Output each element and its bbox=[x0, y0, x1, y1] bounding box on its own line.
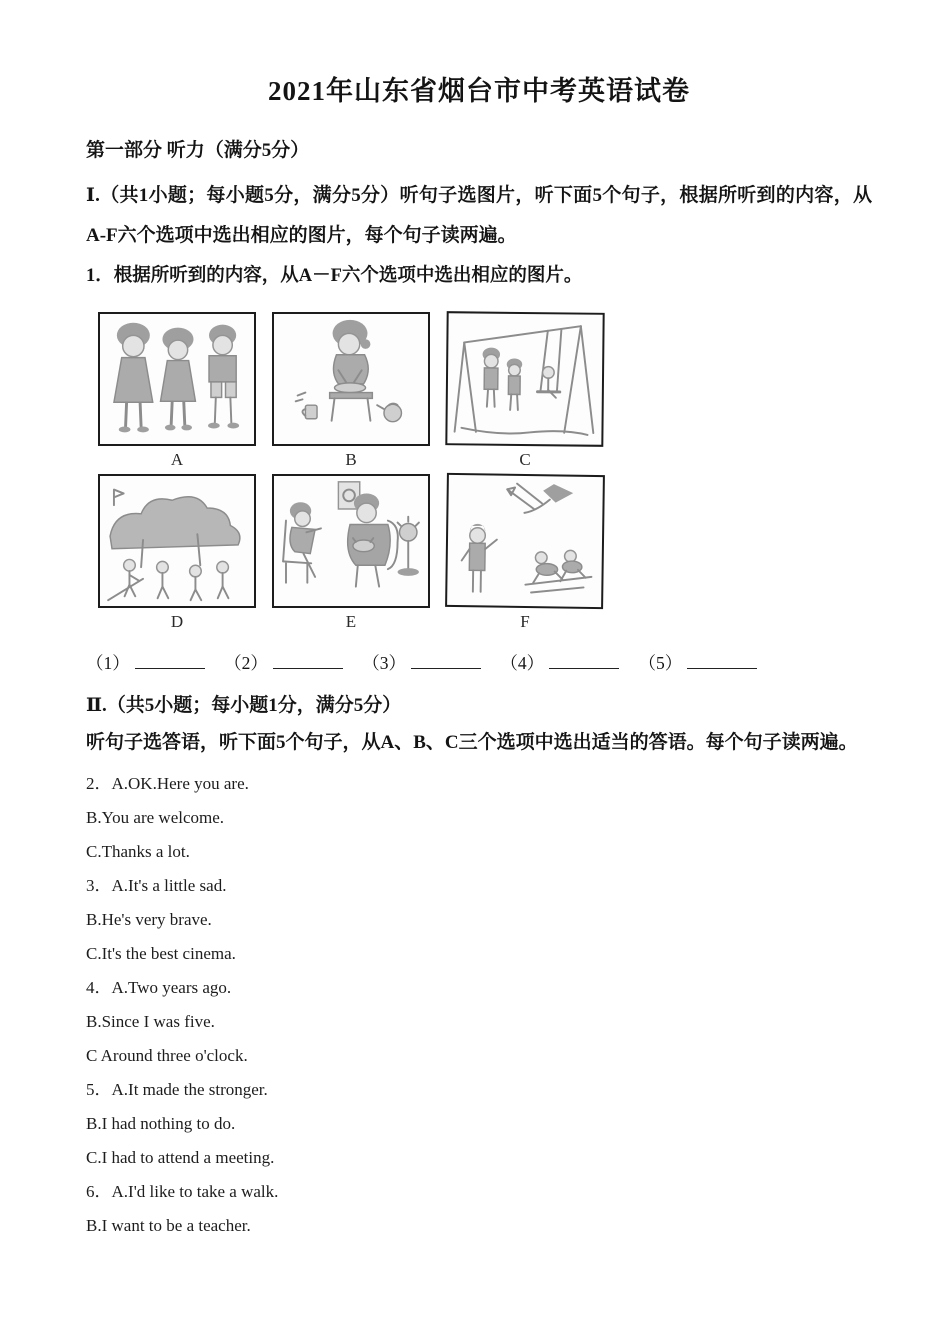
picture-f-image bbox=[445, 473, 605, 609]
option-line-q4-a: 4．A.Two years ago. bbox=[86, 978, 232, 997]
question1-text: 1．根据所听到的内容，从A－F六个选项中选出相应的图片。 bbox=[86, 266, 583, 286]
option-line-q2-c: C.Thanks a lot. bbox=[86, 842, 190, 861]
answer-blank-1 bbox=[86, 653, 205, 673]
answer-blanks-row bbox=[86, 650, 872, 676]
blank-label-5: （5） bbox=[638, 653, 683, 673]
answer-blank-5 bbox=[639, 653, 758, 673]
picture-label-d: D bbox=[170, 612, 184, 631]
answer-blank-2 bbox=[224, 653, 343, 673]
picture-label-b: B bbox=[345, 450, 357, 469]
picture-a-image bbox=[98, 312, 256, 446]
part2-heading: Ⅱ.（共5小题；每小题1分，满分5分） bbox=[86, 695, 402, 716]
blank-line-4 bbox=[549, 654, 619, 669]
picture-option-c bbox=[446, 312, 604, 470]
picture-c-image bbox=[445, 311, 604, 447]
option-line-q3-b: B.He's very brave. bbox=[86, 910, 212, 929]
part1-intro: Ⅰ.（共1小题；每小题5分，满分5分）听句子选图片，听下面5个句子，根据所听到的内容，从A-F六个选项中选出相应的图片，每个句子读两遍。 bbox=[86, 185, 872, 246]
picture-label-e: E bbox=[345, 612, 357, 631]
blank-label-4: （4） bbox=[500, 653, 545, 673]
picture-option-a bbox=[98, 312, 256, 470]
picture-option-e bbox=[272, 474, 430, 632]
blank-label-1: （1） bbox=[86, 653, 130, 673]
three-children-illustration bbox=[100, 314, 254, 444]
girl-washing-illustration bbox=[274, 314, 428, 444]
option-line-q6-b: B.I want to be a teacher. bbox=[86, 1216, 251, 1235]
blank-line-1 bbox=[135, 654, 205, 669]
answer-blank-4 bbox=[500, 653, 619, 673]
children-kite-illustration bbox=[447, 475, 603, 607]
option-line-q3-c: C.It's the best cinema. bbox=[86, 944, 236, 963]
option-line-q5-b: B.I had nothing to do. bbox=[86, 1114, 236, 1133]
option-line-q5-c: C.I had to attend a meeting. bbox=[86, 1148, 275, 1167]
option-line-q3-a: 3．A.It's a little sad. bbox=[86, 876, 227, 895]
picture-option-f bbox=[446, 474, 604, 632]
picture-b-image bbox=[272, 312, 430, 446]
option-line-q6-a: 6．A.I'd like to take a walk. bbox=[86, 1182, 279, 1201]
picture-label-a: A bbox=[170, 450, 184, 469]
option-line-q5-a: 5．A.It made the stronger. bbox=[86, 1080, 268, 1099]
section1-heading: 第一部分 听力（满分5分） bbox=[86, 140, 310, 161]
two-women-talking-illustration bbox=[274, 476, 428, 606]
part2-instruction: 听句子选答语，听下面5个句子，从A、B、C三个选项中选出适当的答语。每个句子读两遍。 bbox=[86, 732, 858, 753]
blank-line-2 bbox=[273, 654, 343, 669]
picture-label-f: F bbox=[520, 612, 530, 631]
blank-label-2: （2） bbox=[224, 653, 268, 673]
option-line-q4-c: C Around three o'clock. bbox=[86, 1046, 248, 1065]
picture-options-grid bbox=[98, 312, 608, 632]
swing-set-illustration bbox=[447, 313, 602, 445]
answer-blank-3 bbox=[362, 653, 481, 673]
picture-option-d bbox=[98, 474, 256, 632]
option-line-q2-a: 2．A.OK.Here you are. bbox=[86, 774, 249, 793]
picture-d-image bbox=[98, 474, 256, 608]
option-line-q4-b: B.Since I was five. bbox=[86, 1012, 215, 1031]
park-walk-illustration bbox=[100, 476, 254, 606]
picture-e-image bbox=[272, 474, 430, 608]
blank-label-3: （3） bbox=[362, 653, 406, 673]
blank-line-3 bbox=[411, 654, 481, 669]
option-line-q2-b: B.You are welcome. bbox=[86, 808, 225, 827]
picture-option-b bbox=[272, 312, 430, 470]
picture-label-c: C bbox=[519, 450, 531, 469]
part2-options-list bbox=[86, 773, 872, 1236]
blank-line-5 bbox=[687, 654, 757, 669]
page-title: 2021年山东省烟台市中考英语试卷 bbox=[268, 76, 690, 106]
